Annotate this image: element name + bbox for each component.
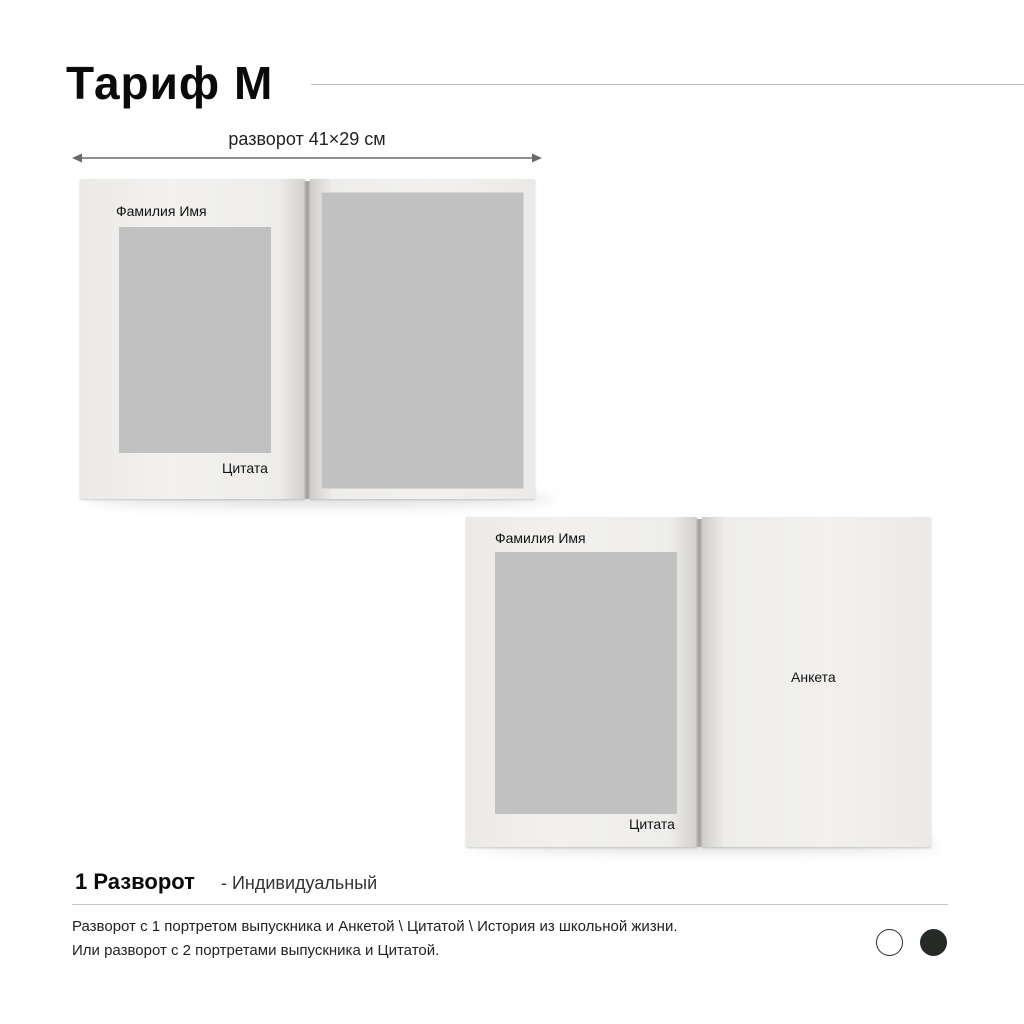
left-page (466, 517, 697, 847)
spread-type-label: - Индивидуальный (221, 873, 378, 893)
questionnaire-label: Анкета (791, 669, 836, 685)
color-option-dark[interactable] (920, 929, 947, 956)
color-option-white[interactable] (876, 929, 903, 956)
description-line: Или разворот с 2 портретами выпускника и Цитатой. (72, 942, 440, 959)
name-label: Фамилия Имя (495, 530, 586, 546)
quote-label: Цитата (629, 816, 675, 832)
name-label: Фамилия Имя (116, 203, 207, 219)
spread-size-label: разворот 41×29 см (228, 129, 386, 149)
section-divider (72, 904, 948, 905)
page-title: Тариф М (66, 57, 274, 109)
description-line: Разворот с 1 портретом выпускника и Анкетой \ Цитатой \ История из школьной жизни. (72, 918, 678, 935)
portrait-photo-placeholder (495, 552, 677, 814)
right-page (702, 517, 931, 847)
spread-count-heading: 1 Разворот (75, 869, 195, 894)
quote-label: Цитата (222, 460, 268, 476)
